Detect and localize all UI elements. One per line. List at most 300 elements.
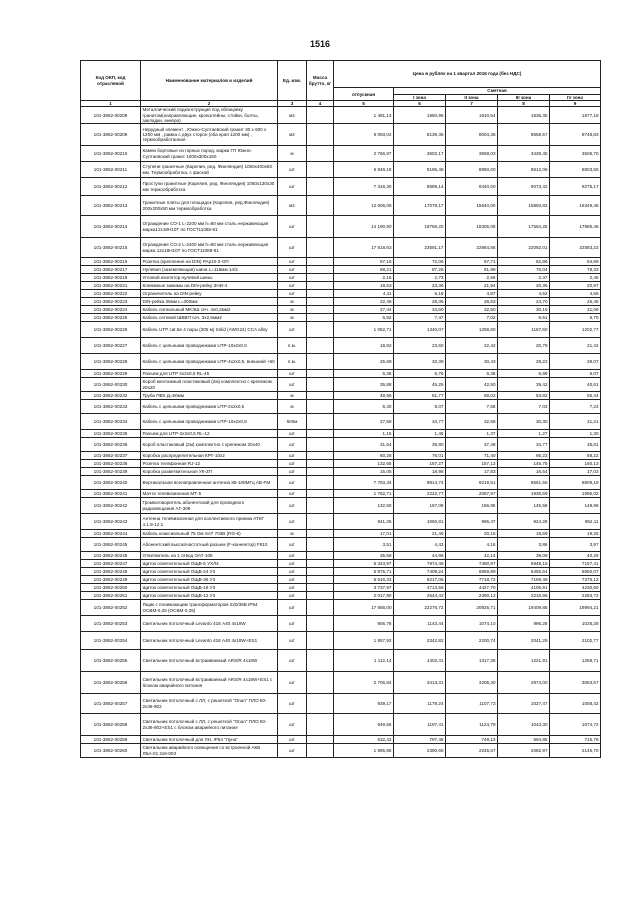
row-zone-4: 68,22 xyxy=(550,452,601,460)
col-number: 1 xyxy=(81,101,141,107)
row-zone-1: 2342,82 xyxy=(394,632,446,650)
row-mass xyxy=(307,736,334,744)
header-mass: Масса брутто, кг xyxy=(307,61,334,101)
table-row xyxy=(81,414,601,430)
row-zone-2: 26,63 xyxy=(446,298,498,306)
row-zone-2: 7,58 xyxy=(446,400,498,414)
row-zone-2: 157,13 xyxy=(446,460,498,468)
row-release: 18,92 xyxy=(334,338,394,354)
col-number: 8 xyxy=(498,101,550,107)
row-zone-1: 4,43 xyxy=(394,538,446,552)
row-zone-2: 3568,03 xyxy=(446,146,498,162)
table-row xyxy=(81,650,601,672)
row-release: 2 017,80 xyxy=(334,592,394,600)
table-row xyxy=(81,600,601,616)
row-unit: шт xyxy=(278,452,307,460)
row-zone-4: 4,65 xyxy=(550,290,601,298)
row-release: 1 857,92 xyxy=(334,632,394,650)
row-zone-2: 4,87 xyxy=(446,290,498,298)
row-unit: шт xyxy=(278,672,307,694)
row-zone-2: 15640,00 xyxy=(446,196,498,216)
row-zone-1: 4713,56 xyxy=(394,584,446,592)
row-zone-4: 25,45 xyxy=(550,298,601,306)
row-release: 1 491,13 xyxy=(334,107,394,124)
col-number: 9 xyxy=(550,101,601,107)
row-unit: шт xyxy=(278,576,307,584)
row-name: Светильник потолочный с ЛЛ, с решеткой "Опал" ПЛО 50-2х36-902+ES1 с блоком аварийного питания xyxy=(141,714,278,736)
row-code: 101-3862-00233 xyxy=(81,400,141,414)
row-zone-2: 9219,51 xyxy=(446,476,498,490)
header-name: Наименование материалов и изделий xyxy=(141,61,278,101)
row-code: 101-3862-00234 xyxy=(81,414,141,430)
row-name: Гранитные плиты для площадок (Карелия, ред.Финляндия) 200х200х50 мм термообработка xyxy=(141,196,278,216)
row-zone-3: 34,77 xyxy=(498,438,550,452)
row-zone-4: 6,07 xyxy=(550,370,601,378)
row-zone-3: 8612,06 xyxy=(498,162,550,178)
row-code: 101-3862-00210 xyxy=(81,146,141,162)
row-unit: шт xyxy=(278,322,307,338)
row-zone-1: 9196,48 xyxy=(394,162,446,178)
row-code: 101-3862-00222 xyxy=(81,290,141,298)
row-release: 31,64 xyxy=(334,438,394,452)
row-mass xyxy=(307,107,334,124)
row-zone-1: 167,08 xyxy=(394,498,446,514)
row-unit: м xyxy=(278,400,307,414)
table-row xyxy=(81,124,601,146)
row-zone-1: 1060,81 xyxy=(394,514,446,530)
row-unit: м xyxy=(278,146,307,162)
row-release: 939,17 xyxy=(334,694,394,714)
row-zone-2: 1910,54 xyxy=(446,107,498,124)
row-code: 101-3862-00225 xyxy=(81,314,141,322)
table-row xyxy=(81,107,601,124)
row-unit: шт xyxy=(278,694,307,714)
row-unit: м xyxy=(278,392,307,400)
row-zone-4: 64,69 xyxy=(550,258,601,266)
row-release: 25,69 xyxy=(334,354,394,370)
row-zone-2: 156,95 xyxy=(446,498,498,514)
row-zone-1: 797,49 xyxy=(394,736,446,744)
row-zone-2: 17,83 xyxy=(446,468,498,476)
row-zone-1: 39,90 xyxy=(394,438,446,452)
row-release: 5 875,71 xyxy=(334,568,394,576)
row-release: 1 762,71 xyxy=(334,490,394,498)
row-zone-3: 924,28 xyxy=(498,514,550,530)
row-zone-3: 4106,91 xyxy=(498,584,550,592)
row-name: Короб монтажный пластиковый (2м) комплектно с крепежом 20х20 xyxy=(141,378,278,392)
row-zone-4: 40,26 xyxy=(550,552,601,560)
row-zone-1: 1402,41 xyxy=(394,650,446,672)
row-zone-2: 749,13 xyxy=(446,736,498,744)
row-unit: шт xyxy=(278,560,307,568)
row-release: 17 666,00 xyxy=(334,600,394,616)
row-zone-1: 34,60 xyxy=(394,306,446,314)
row-zone-3: 996,28 xyxy=(498,616,550,632)
row-unit: шт xyxy=(278,290,307,298)
row-zone-1: 2544,43 xyxy=(394,592,446,600)
col-number: 2 xyxy=(141,101,278,107)
row-zone-1: 1143,44 xyxy=(394,616,446,632)
row-zone-2: 1124,79 xyxy=(446,714,498,736)
row-zone-3: 1043,30 xyxy=(498,714,550,736)
row-name: Камни бортовые из горных пород, марки ГП Южно-Султаевский гранит 1000х300х150 xyxy=(141,146,278,162)
row-release: 906,78 xyxy=(334,616,394,632)
table-row xyxy=(81,498,601,514)
row-mass xyxy=(307,392,334,400)
row-code: 101-3862-00224 xyxy=(81,306,141,314)
row-zone-1: 167,27 xyxy=(394,460,446,468)
table-row xyxy=(81,282,601,290)
row-zone-4: 2102,77 xyxy=(550,632,601,650)
row-mass xyxy=(307,490,334,498)
row-mass xyxy=(307,124,334,146)
row-code: 101-3862-00244 xyxy=(81,530,141,538)
table-row xyxy=(81,196,601,216)
row-zone-2: 7490,87 xyxy=(446,560,498,568)
row-release: 2,16 xyxy=(334,274,394,282)
row-code: 101-3862-00252 xyxy=(81,600,141,616)
row-release: 17 818,63 xyxy=(334,238,394,258)
row-mass xyxy=(307,514,334,530)
row-code: 101-3862-00254 xyxy=(81,632,141,650)
row-zone-4: 8809,19 xyxy=(550,476,601,490)
row-release: 2 706,84 xyxy=(334,672,394,694)
table-row xyxy=(81,378,601,392)
row-name: Ограничитель на DIN-рейку xyxy=(141,290,278,298)
row-code: 101-3862-00217 xyxy=(81,266,141,274)
row-name: Кабель UTP cat.5e 4 пары (305 м) Solid (AWG24) CCA alloy xyxy=(141,322,278,338)
table-row xyxy=(81,460,601,468)
row-zone-4: 3,97 xyxy=(550,538,601,552)
row-zone-3: 17594,25 xyxy=(498,216,550,238)
table-row xyxy=(81,476,601,490)
row-zone-2: 2,56 xyxy=(446,274,498,282)
row-zone-2: 20925,71 xyxy=(446,600,498,616)
table-row xyxy=(81,452,601,460)
header-estimate: Сметная xyxy=(394,88,601,95)
table-row xyxy=(81,576,601,584)
row-release: 35,58 xyxy=(334,552,394,560)
row-release: 48,96 xyxy=(334,392,394,400)
table-row xyxy=(81,354,601,370)
row-unit: шт xyxy=(278,736,307,744)
row-zone-2: 8950,00 xyxy=(446,162,498,178)
row-unit: шт xyxy=(278,282,307,290)
row-unit: шт xyxy=(278,258,307,266)
row-release: 69,21 xyxy=(334,266,394,274)
row-release: 35,88 xyxy=(334,378,394,392)
row-release: 6,40 xyxy=(334,400,394,414)
row-zone-3: 19409,85 xyxy=(498,600,550,616)
row-code: 101-3862-00230 xyxy=(81,378,141,392)
row-unit: шт xyxy=(278,714,307,736)
row-zone-3: 6,51 xyxy=(498,314,550,322)
row-mass xyxy=(307,216,334,238)
row-zone-3: 39,42 xyxy=(498,378,550,392)
row-zone-3: 4,52 xyxy=(498,290,550,298)
row-unit: шт xyxy=(278,650,307,672)
page-number: 1516 xyxy=(309,39,331,49)
row-zone-4: 3506,70 xyxy=(550,146,601,162)
row-zone-1: 23,36 xyxy=(394,282,446,290)
row-zone-1: 32,39 xyxy=(394,354,446,370)
row-name: Светильник потолочный для ЛН, IP54 "Луна" xyxy=(141,736,278,744)
row-zone-1: 2,73 xyxy=(394,274,446,282)
row-zone-3: 15893,83 xyxy=(498,196,550,216)
row-zone-4: 31,21 xyxy=(550,414,601,430)
row-zone-2: 58,02 xyxy=(446,392,498,400)
row-code: 101-3862-00256 xyxy=(81,672,141,694)
row-mass xyxy=(307,576,334,584)
price-table xyxy=(80,60,601,758)
table-row xyxy=(81,290,601,298)
row-name: Вертикальная всенаправленная антенна 85-108МГц АВ-FM xyxy=(141,476,278,490)
row-code: 101-3862-00212 xyxy=(81,178,141,196)
row-release: 841,25 xyxy=(334,514,394,530)
row-name: Кабель сетевой ШВВП сеч. 3х2,5мм2 xyxy=(141,314,278,322)
row-zone-1: 3602,17 xyxy=(394,146,446,162)
table-row xyxy=(81,306,601,314)
row-code: 101-3862-00240 xyxy=(81,476,141,490)
row-code: 101-3862-00227 xyxy=(81,338,141,354)
table-row xyxy=(81,392,601,400)
row-name: Щиток осветительный ОЩВ-36 УЗ xyxy=(141,576,278,584)
row-zone-1: 6,76 xyxy=(394,370,446,378)
row-name: Ящик с понижающим трансформатором 220/36В IP54 ОСВМ-0,25 (ОСВМ-0,25) xyxy=(141,600,278,616)
row-unit: шт xyxy=(278,238,307,258)
row-zone-4: 7,24 xyxy=(550,400,601,414)
row-unit: шт xyxy=(278,538,307,552)
row-mass xyxy=(307,400,334,414)
row-zone-2: 22984,56 xyxy=(446,238,498,258)
row-zone-2: 2087,97 xyxy=(446,490,498,498)
row-code: 101-3862-00246 xyxy=(81,552,141,560)
row-zone-4: 17,03 xyxy=(550,468,601,476)
row-zone-1: 2222,77 xyxy=(394,490,446,498)
row-zone-4: 19994,21 xyxy=(550,600,601,616)
row-release: 1 062,71 xyxy=(334,322,394,338)
row-zone-2: 1074,10 xyxy=(446,616,498,632)
row-zone-4: 19,25 xyxy=(550,530,601,538)
row-unit: шт xyxy=(278,476,307,490)
row-zone-1: 34,77 xyxy=(394,414,446,430)
row-release: 27,58 xyxy=(334,414,394,430)
row-zone-2: 9440,00 xyxy=(446,178,498,196)
row-code: 101-3862-00257 xyxy=(81,694,141,714)
row-mass xyxy=(307,714,334,736)
row-zone-3: 7159,49 xyxy=(498,576,550,584)
row-zone-2: 1107,73 xyxy=(446,694,498,714)
table-row xyxy=(81,468,601,476)
row-unit: м xyxy=(278,530,307,538)
row-name: Ограждение СО-1 L-2200 мм h=80 мм сталь нержавеющая марка12х18Н10Т по ГОСТ11068-81 xyxy=(141,216,278,238)
row-code: 101-3862-00211 xyxy=(81,162,141,178)
table-row xyxy=(81,530,601,538)
row-zone-2: 1317,36 xyxy=(446,650,498,672)
row-zone-3: 145,75 xyxy=(498,460,550,468)
row-unit: 500м xyxy=(278,414,307,430)
row-unit: м xyxy=(278,298,307,306)
row-code: 101-3862-00236 xyxy=(81,438,141,452)
row-code: 101-3862-00250 xyxy=(81,584,141,592)
row-mass xyxy=(307,370,334,378)
row-release: 18,53 xyxy=(334,282,394,290)
row-release: 6 948,18 xyxy=(334,162,394,178)
row-unit: шт xyxy=(278,266,307,274)
row-zone-1: 3413,31 xyxy=(394,672,446,694)
row-zone-2: 32,50 xyxy=(446,306,498,314)
row-zone-1: 22276,72 xyxy=(394,600,446,616)
row-zone-3: 6455,64 xyxy=(498,568,550,576)
row-unit: шт xyxy=(278,552,307,560)
row-mass xyxy=(307,616,334,632)
row-zone-2: 6959,89 xyxy=(446,568,498,576)
row-zone-1: 8689,14 xyxy=(394,178,446,196)
row-name: Светильник потолочный Levanto 418 А40 4х18W+ES1 xyxy=(141,632,278,650)
table-row xyxy=(81,400,601,414)
row-release: 632,43 xyxy=(334,736,394,744)
row-zone-1: 7409,24 xyxy=(394,568,446,576)
row-mass xyxy=(307,338,334,354)
row-unit: шт xyxy=(278,568,307,576)
row-code: 101-3862-00255 xyxy=(81,650,141,672)
row-code: 101-3862-00228 xyxy=(81,354,141,370)
row-mass xyxy=(307,468,334,476)
row-mass xyxy=(307,378,334,392)
row-zone-4: 1995,02 xyxy=(550,490,601,498)
table-row xyxy=(81,632,601,650)
row-mass xyxy=(307,744,334,758)
row-zone-3: 66,23 xyxy=(498,452,550,460)
row-zone-3: 1221,91 xyxy=(498,650,550,672)
row-unit: м xyxy=(278,314,307,322)
row-name: Светильник потолочный встраиваемый ARS/R 4х18W+ES1 с блоком аварийного питания xyxy=(141,672,278,694)
row-zone-1: 28,35 xyxy=(394,298,446,306)
row-release: 27,44 xyxy=(334,306,394,314)
row-zone-4: 1202,77 xyxy=(550,322,601,338)
row-code: 101-3862-00221 xyxy=(81,282,141,290)
row-code: 101-3862-00226 xyxy=(81,322,141,338)
row-code: 101-3862-00259 xyxy=(81,736,141,744)
row-unit: шт xyxy=(278,370,307,378)
row-zone-4: 4230,60 xyxy=(550,584,601,592)
row-mass xyxy=(307,298,334,306)
row-zone-1: 72,06 xyxy=(394,258,446,266)
row-unit: м2 xyxy=(278,124,307,146)
row-zone-4: 40,61 xyxy=(550,378,601,392)
row-mass xyxy=(307,266,334,274)
row-mass xyxy=(307,238,334,258)
header-release: отпускная xyxy=(334,88,394,101)
row-zone-2: 1258,60 xyxy=(446,322,498,338)
row-zone-1: 17078,17 xyxy=(394,196,446,216)
row-mass xyxy=(307,306,334,314)
row-mass xyxy=(307,600,334,616)
row-code: 101-3862-00223 xyxy=(81,298,141,306)
row-unit: шт xyxy=(278,744,307,758)
row-name: Клеммные зажимы на DIN-рейку ЗНИ-4 xyxy=(141,282,278,290)
row-zone-1: 8217,05 xyxy=(394,576,446,584)
row-code: 101-3862-00213 xyxy=(81,196,141,216)
row-release: 14 190,90 xyxy=(334,216,394,238)
row-zone-1: 61,77 xyxy=(394,392,446,400)
row-mass xyxy=(307,290,334,298)
table-row xyxy=(81,584,601,592)
row-mass xyxy=(307,322,334,338)
header-zone-2: II зона xyxy=(446,95,498,101)
row-name: Антенна телевизионная для коллективного приема АТКГ 4.1.8-12.1 xyxy=(141,514,278,530)
row-unit: шт xyxy=(278,178,307,196)
table-row xyxy=(81,314,601,322)
row-zone-1: 18768,20 xyxy=(394,216,446,238)
row-name: Разъем для UTP 4х2х0,5 RL-45 xyxy=(141,370,278,378)
row-unit: шт xyxy=(278,514,307,530)
col-number: 3 xyxy=(278,101,307,107)
row-mass xyxy=(307,650,334,672)
row-mass xyxy=(307,162,334,178)
row-zone-4: 21,42 xyxy=(550,338,601,354)
row-code: 101-3862-00243 xyxy=(81,514,141,530)
row-code: 101-3862-00232 xyxy=(81,392,141,400)
row-code: 101-3862-00215 xyxy=(81,238,141,258)
row-zone-4: 8748,83 xyxy=(550,124,601,146)
row-release: 1 112,14 xyxy=(334,650,394,672)
row-zone-4: 150,13 xyxy=(550,460,601,468)
row-name: Кабель с цельными проводниками UTP-10х2х0,5 xyxy=(141,338,278,354)
table-row xyxy=(81,370,601,378)
row-release: 17,01 xyxy=(334,530,394,538)
row-zone-2: 81,98 xyxy=(446,266,498,274)
table-row xyxy=(81,274,601,282)
row-mass xyxy=(307,282,334,290)
row-unit: шт xyxy=(278,498,307,514)
row-zone-4: 2145,70 xyxy=(550,744,601,758)
table-row xyxy=(81,560,601,568)
row-code: 101-3862-00245 xyxy=(81,538,141,552)
row-zone-3: 62,86 xyxy=(498,258,550,266)
row-zone-4: 1026,28 xyxy=(550,616,601,632)
row-release: 3 737,97 xyxy=(334,584,394,592)
row-code: 101-3862-00249 xyxy=(81,576,141,584)
row-unit: п.м. xyxy=(278,338,307,354)
row-code: 101-3862-00258 xyxy=(81,714,141,736)
row-code: 101-3862-00208 xyxy=(81,107,141,124)
table-row xyxy=(81,178,601,196)
table-body xyxy=(81,107,601,758)
row-mass xyxy=(307,568,334,576)
row-mass xyxy=(307,438,334,452)
row-zone-3: 9073,42 xyxy=(498,178,550,196)
row-code: 101-3862-00248 xyxy=(81,568,141,576)
row-name: Коробка распределительная КРТ-10х2 xyxy=(141,452,278,460)
row-zone-3: 5,89 xyxy=(498,370,550,378)
row-unit: шт xyxy=(278,378,307,392)
row-name: Светильник аварийного освещения со встроенной АКБ ЛБА-01 2х8-003 xyxy=(141,744,278,758)
row-zone-1: 21,45 xyxy=(394,530,446,538)
row-name: Кабель с цельными проводниками UTP-2х2х0,5 xyxy=(141,400,278,414)
row-unit: п.м. xyxy=(278,354,307,370)
row-unit: шт xyxy=(278,274,307,282)
row-name: Ограждение СО-2 L-2400 мм h=80 мм сталь нержавеющая марка 12х18Н10Т по ГОСТ11068-81 xyxy=(141,238,278,258)
row-unit: шт xyxy=(278,616,307,632)
header-zone-3: III зона xyxy=(498,95,550,101)
row-mass xyxy=(307,274,334,282)
row-release: 6 093,04 xyxy=(334,124,394,146)
row-release: 7 316,30 xyxy=(334,178,394,196)
row-zone-2: 42,50 xyxy=(446,378,498,392)
col-number: 5 xyxy=(334,101,394,107)
row-zone-2: 18305,08 xyxy=(446,216,498,238)
